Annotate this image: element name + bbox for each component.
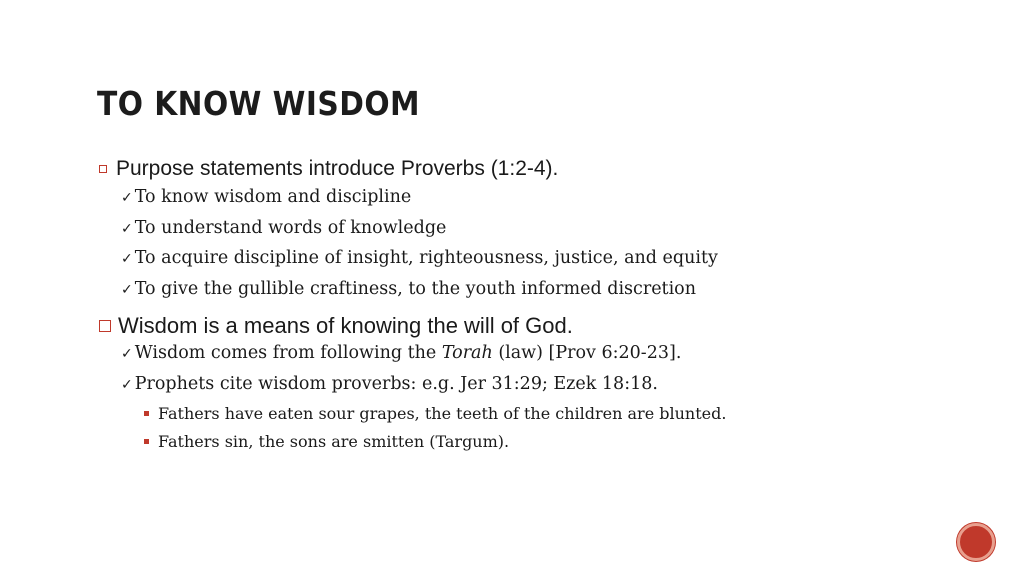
bullet-text: Wisdom comes from following the	[134, 343, 442, 363]
bullet-level2	[99, 183, 959, 214]
checkmark-icon: ✓	[121, 190, 133, 206]
page-number-badge	[957, 523, 995, 561]
bullet-level3	[99, 400, 959, 428]
checkmark-icon: ✓	[121, 281, 133, 298]
bullet-text: Wisdom is a means of knowing the will of God.	[118, 313, 573, 338]
bullet-text: To understand words of knowledge	[134, 217, 447, 238]
bullet-text: To know wisdom and discipline	[134, 187, 412, 207]
bullet-level1	[99, 313, 959, 339]
italic-text: Torah	[441, 343, 493, 363]
bullet-level3	[99, 428, 959, 456]
checkmark-icon: ✓	[121, 346, 133, 362]
bullet-level2	[99, 244, 959, 275]
slide-title: TO KNOW WISDOM	[97, 84, 421, 123]
filled-square-icon	[144, 439, 149, 444]
bullet-text: To acquire discipline of insight, righteousness, justice, and equity	[134, 248, 718, 268]
checkmark-icon: ✓	[121, 251, 133, 267]
bullet-text: Purpose statements introduce Proverbs (1:2-4).	[116, 157, 559, 180]
checkmark-icon: ✓	[121, 220, 133, 237]
checkmark-icon: ✓	[121, 376, 133, 393]
slide-content	[99, 155, 959, 456]
square-outline-icon	[99, 165, 107, 173]
bullet-level2	[99, 275, 959, 306]
bullet-text: (law) [Prov 6:20-23].	[492, 343, 682, 363]
sub-list	[99, 183, 959, 305]
filled-square-icon	[144, 411, 149, 416]
bullet-level2	[99, 214, 959, 245]
bullet-text: Prophets cite wisdom proverbs: e.g. Jer 31:29; Ezek 18:18.	[134, 373, 658, 394]
bullet-text: Fathers sin, the sons are smitten (Targum).	[158, 432, 510, 451]
square-outline-icon	[99, 320, 111, 332]
sub-list	[99, 339, 959, 456]
bullet-level2	[99, 370, 959, 401]
bullet-level1	[99, 157, 959, 181]
bullet-text: Fathers have eaten sour grapes, the teeth of the children are blunted.	[158, 404, 727, 423]
bullet-text: To give the gullible craftiness, to the youth informed discretion	[134, 278, 696, 299]
bullet-level2	[99, 339, 959, 370]
